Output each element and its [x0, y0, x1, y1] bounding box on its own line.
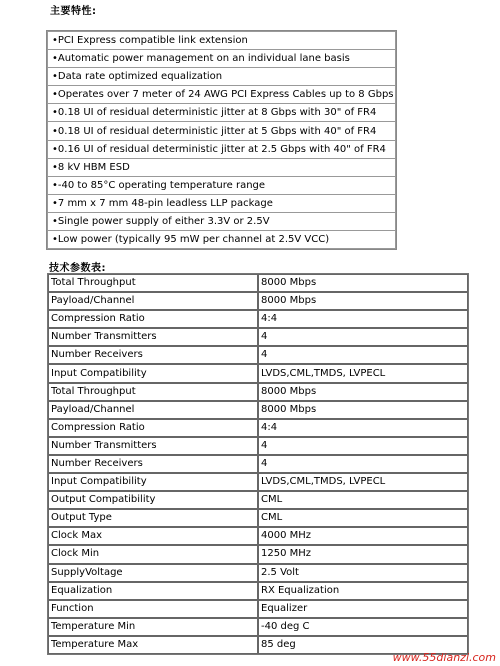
- spec-value: 8000 Mbps: [258, 292, 468, 310]
- spec-label: Temperature Max: [48, 636, 258, 654]
- spec-value: 8000 Mbps: [258, 383, 468, 401]
- spec-row: [48, 310, 468, 328]
- spec-value: 1250 MHz: [258, 545, 468, 563]
- spec-value: 4: [258, 455, 468, 473]
- feature-text: •7 mm x 7 mm 48-pin leadless LLP package: [47, 195, 396, 213]
- feature-row: [47, 50, 396, 68]
- spec-row: [48, 491, 468, 509]
- feature-text: •-40 to 85°C operating temperature range: [47, 177, 396, 195]
- feature-row: [47, 195, 396, 213]
- spec-label: Payload/Channel: [48, 401, 258, 419]
- spec-row: [48, 274, 468, 292]
- spec-row: [48, 364, 468, 382]
- spec-row: [48, 564, 468, 582]
- spec-label: Number Transmitters: [48, 437, 258, 455]
- feature-text: •8 kV HBM ESD: [47, 159, 396, 177]
- spec-label: Output Compatibility: [48, 491, 258, 509]
- spec-row: [48, 346, 468, 364]
- spec-label: Input Compatibility: [48, 364, 258, 382]
- spec-value: 4: [258, 346, 468, 364]
- spec-label: Clock Min: [48, 545, 258, 563]
- spec-value: 2.5 Volt: [258, 564, 468, 582]
- feature-row: [47, 213, 396, 231]
- spec-label: Output Type: [48, 509, 258, 527]
- spec-label: Number Receivers: [48, 455, 258, 473]
- feature-text: •0.16 UI of residual deterministic jitter at 2.5 Gbps with 40" of FR4: [47, 141, 396, 159]
- feature-text: •Data rate optimized equalization: [47, 68, 396, 86]
- spec-value: 4:4: [258, 310, 468, 328]
- spec-label: Compression Ratio: [48, 419, 258, 437]
- spec-label: Payload/Channel: [48, 292, 258, 310]
- spec-label: Input Compatibility: [48, 473, 258, 491]
- feature-text: •Operates over 7 meter of 24 AWG PCI Express Cables up to 8 Gbps: [47, 86, 396, 104]
- spec-row: [48, 419, 468, 437]
- site-watermark: www.55dianzi.com: [392, 651, 496, 664]
- spec-value: 85 deg: [258, 636, 468, 654]
- feature-text: •0.18 UI of residual deterministic jitter at 8 Gbps with 30" of FR4: [47, 104, 396, 122]
- spec-row: [48, 600, 468, 618]
- specs-table: [47, 273, 469, 655]
- spec-row: [48, 437, 468, 455]
- spec-value: 8000 Mbps: [258, 274, 468, 292]
- spec-value: CML: [258, 491, 468, 509]
- spec-label: Equalization: [48, 582, 258, 600]
- spec-value: 8000 Mbps: [258, 401, 468, 419]
- spec-value: -40 deg C: [258, 618, 468, 636]
- spec-value: 4:4: [258, 419, 468, 437]
- feature-row: [47, 177, 396, 195]
- spec-value: 4000 MHz: [258, 527, 468, 545]
- features-heading: 主要特性:: [50, 6, 97, 17]
- feature-row: [47, 31, 396, 50]
- spec-label: Number Receivers: [48, 346, 258, 364]
- spec-label: Total Throughput: [48, 383, 258, 401]
- spec-value: RX Equalization: [258, 582, 468, 600]
- features-table: [46, 30, 397, 250]
- feature-row: [47, 86, 396, 104]
- feature-text: •Single power supply of either 3.3V or 2.5V: [47, 213, 396, 231]
- spec-row: [48, 618, 468, 636]
- spec-value: CML: [258, 509, 468, 527]
- spec-label: Number Transmitters: [48, 328, 258, 346]
- feature-row: [47, 104, 396, 122]
- feature-text: •PCI Express compatible link extension: [47, 31, 396, 50]
- feature-row: [47, 159, 396, 177]
- spec-row: [48, 455, 468, 473]
- feature-text: •Automatic power management on an individual lane basis: [47, 50, 396, 68]
- spec-row: [48, 545, 468, 563]
- feature-text: •0.18 UI of residual deterministic jitter at 5 Gbps with 40" of FR4: [47, 122, 396, 140]
- feature-text: •Low power (typically 95 mW per channel at 2.5V VCC): [47, 231, 396, 249]
- feature-row: [47, 68, 396, 86]
- spec-row: [48, 401, 468, 419]
- spec-label: Total Throughput: [48, 274, 258, 292]
- spec-value: LVDS,CML,TMDS, LVPECL: [258, 473, 468, 491]
- spec-row: [48, 328, 468, 346]
- spec-value: LVDS,CML,TMDS, LVPECL: [258, 364, 468, 382]
- feature-row: [47, 122, 396, 140]
- feature-row: [47, 141, 396, 159]
- spec-value: 4: [258, 437, 468, 455]
- spec-row: [48, 509, 468, 527]
- spec-row: [48, 527, 468, 545]
- spec-label: Temperature Min: [48, 618, 258, 636]
- spec-row: [48, 473, 468, 491]
- spec-label: Clock Max: [48, 527, 258, 545]
- spec-value: Equalizer: [258, 600, 468, 618]
- spec-row: [48, 383, 468, 401]
- spec-row: [48, 582, 468, 600]
- spec-label: Function: [48, 600, 258, 618]
- spec-label: Compression Ratio: [48, 310, 258, 328]
- feature-row: [47, 231, 396, 249]
- specs-heading: 技术参数表:: [49, 263, 106, 274]
- spec-row: [48, 292, 468, 310]
- spec-value: 4: [258, 328, 468, 346]
- spec-label: SupplyVoltage: [48, 564, 258, 582]
